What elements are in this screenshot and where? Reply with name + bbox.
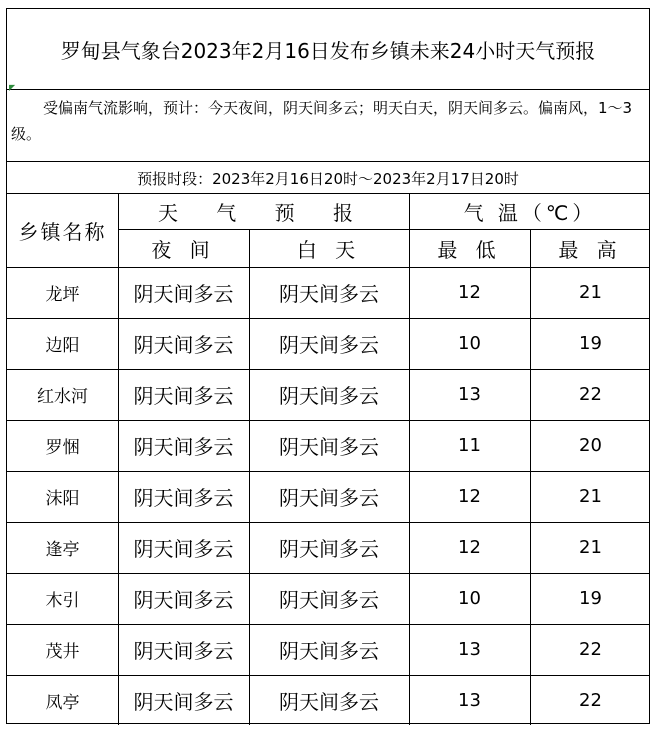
cell-max: 21	[579, 282, 602, 303]
header-day: 白 天	[296, 237, 362, 262]
forecast-period: 预报时段：2023年2月16日20时～2023年2月17日20时	[137, 169, 519, 188]
cell-town: 木引	[45, 591, 80, 611]
cell-town: 红水河	[37, 387, 88, 407]
cell-night: 阴天间多云	[133, 282, 234, 306]
cell-day: 阴天间多云	[279, 537, 379, 561]
cell-day: 阴天间多云	[279, 435, 379, 459]
cell-town: 罗悃	[45, 438, 80, 458]
cell-min: 10	[458, 333, 481, 354]
cell-night: 阴天间多云	[133, 384, 234, 408]
cell-night: 阴天间多云	[133, 690, 234, 714]
cell-min: 13	[458, 639, 481, 660]
cell-min: 13	[458, 384, 481, 405]
cell-max: 22	[579, 384, 602, 405]
cell-max: 19	[579, 333, 602, 354]
header-town: 乡镇名称	[18, 219, 107, 244]
document-title: 罗甸县气象台2023年2月16日发布乡镇未来24小时天气预报	[60, 38, 596, 63]
divider	[7, 89, 649, 90]
cell-min: 12	[458, 537, 481, 558]
cell-night: 阴天间多云	[133, 435, 234, 459]
cell-min: 12	[458, 486, 481, 507]
cell-day: 阴天间多云	[279, 282, 379, 306]
cell-day: 阴天间多云	[279, 639, 379, 663]
header-weather: 天 气 预 报	[157, 200, 370, 225]
forecast-table	[6, 8, 650, 724]
cell-max: 19	[579, 588, 602, 609]
header-min: 最 低	[437, 237, 502, 262]
cell-night: 阴天间多云	[133, 588, 234, 612]
cell-town: 茂井	[45, 642, 80, 662]
cell-day: 阴天间多云	[279, 690, 379, 714]
cell-day: 阴天间多云	[279, 384, 379, 408]
cell-night: 阴天间多云	[133, 486, 234, 510]
cell-min: 11	[458, 435, 481, 456]
cell-day: 阴天间多云	[279, 588, 379, 612]
cell-max: 21	[579, 486, 602, 507]
cell-min: 12	[458, 282, 481, 303]
cell-day: 阴天间多云	[279, 333, 379, 357]
cell-night: 阴天间多云	[133, 333, 234, 357]
cell-town: 龙坪	[45, 285, 80, 305]
cell-town: 沫阳	[45, 489, 80, 509]
cell-town: 凤亭	[45, 693, 80, 713]
cell-night: 阴天间多云	[133, 639, 234, 663]
cell-town: 逢亭	[45, 540, 80, 560]
cell-day: 阴天间多云	[279, 486, 379, 510]
cell-max: 22	[579, 690, 602, 711]
header-max: 最 高	[558, 237, 623, 262]
divider	[7, 161, 649, 162]
cell-max: 20	[579, 435, 602, 456]
cell-max: 21	[579, 537, 602, 558]
cell-min: 10	[458, 588, 481, 609]
cell-min: 13	[458, 690, 481, 711]
cell-town: 边阳	[45, 336, 80, 356]
cell-marker-icon: ◤	[9, 83, 16, 92]
cell-night: 阴天间多云	[133, 537, 234, 561]
forecast-summary: 受偏南气流影响，预计：今天夜间，阴天间多云；明天白天，阴天间多云。偏南风，1～3级。	[11, 99, 633, 143]
header-night: 夜 间	[151, 237, 216, 262]
header-temperature: 气 温（℃）	[463, 200, 597, 225]
cell-max: 22	[579, 639, 602, 660]
